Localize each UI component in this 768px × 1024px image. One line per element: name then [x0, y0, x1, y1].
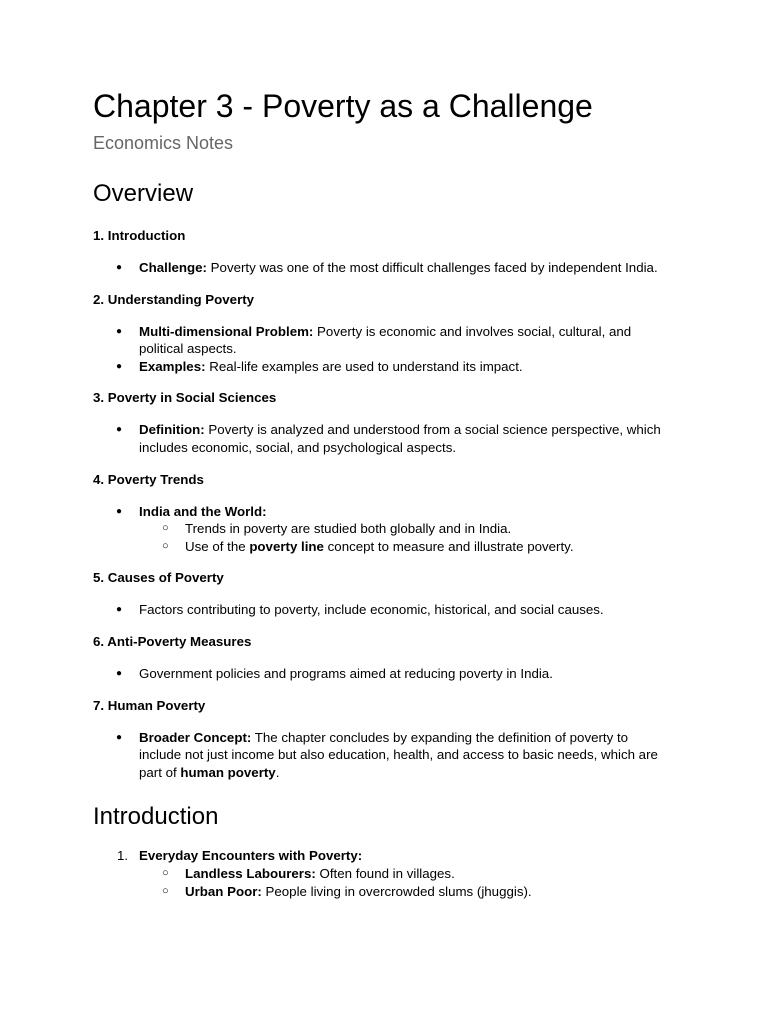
item-bold-text: human poverty — [180, 764, 276, 780]
item-text: Trends in poverty are studied both globally and in India. — [185, 521, 512, 537]
item-text: Factors contributing to poverty, include economic, historical, and social causes. — [139, 602, 604, 618]
list-item — [139, 503, 672, 556]
item-bold-text: poverty line — [249, 538, 324, 554]
item-label: Definition: — [139, 422, 205, 438]
section-heading-introduction: 1. Introduction — [93, 228, 186, 243]
bullet-list — [93, 503, 672, 556]
document-subtitle: Economics Notes — [93, 133, 234, 153]
item-text: Real-life examples are used to understand its impact. — [205, 358, 523, 374]
bullet-list — [93, 665, 672, 683]
list-item — [139, 601, 672, 619]
sub-list-item — [185, 883, 672, 901]
sub-bullet-list — [139, 865, 672, 900]
section-heading-poverty-trends: 4. Poverty Trends — [93, 471, 204, 487]
sub-list-item — [185, 865, 672, 883]
section-heading-human-poverty: 7. Human Poverty — [93, 697, 206, 713]
item-label: Multi-dimensional Problem: — [139, 323, 314, 339]
item-text: concept to measure and illustrate poverty. — [323, 538, 574, 554]
item-text: Poverty was one of the most difficult challenges faced by independent India. — [206, 260, 658, 275]
item-label: Urban Poor: — [185, 883, 262, 899]
sub-list-item — [185, 538, 672, 556]
sub-list-item — [185, 520, 672, 538]
list-item — [139, 259, 672, 277]
section-heading-anti-poverty: 6. Anti-Poverty Measures — [93, 633, 252, 649]
item-text: . — [275, 764, 280, 780]
document-title: Chapter 3 - Poverty as a Challenge — [93, 88, 593, 124]
item-text: The chapter concludes by expanding the definition of poverty to include not just income but also education, health, and access to basic needs, which are part of — [139, 729, 658, 780]
item-text: Use of the — [185, 538, 250, 554]
section-heading-social-sciences: 3. Poverty in Social Sciences — [93, 390, 277, 406]
item-label: Broader Concept: — [139, 729, 252, 745]
list-item — [139, 323, 672, 358]
item-number: 1. — [117, 848, 129, 864]
item-text: Poverty is analyzed and understood from a social science perspective, which includes economic, social, and psychological aspects. — [139, 422, 661, 455]
item-text: People living in overcrowded slums (jhuggis). — [261, 883, 532, 899]
introduction-heading: Introduction — [93, 803, 219, 831]
item-label: Everyday Encounters with Poverty: — [139, 848, 363, 864]
bullet-list — [93, 729, 672, 782]
bullet-list — [93, 323, 672, 376]
list-item — [139, 421, 672, 456]
item-text: Often found in villages. — [315, 865, 455, 881]
item-label: Challenge: — [139, 260, 207, 275]
bullet-list — [93, 259, 672, 277]
bullet-list — [93, 421, 672, 456]
section-heading-causes: 5. Causes of Poverty — [93, 570, 224, 586]
item-text: Poverty is economic and involves social, cultural, and political aspects. — [139, 323, 632, 357]
numbered-list-item — [117, 847, 672, 900]
sub-bullet-list — [139, 520, 672, 555]
item-label: India and the World: — [139, 503, 267, 519]
overview-heading: Overview — [93, 180, 194, 207]
item-label: Landless Labourers: — [185, 865, 316, 881]
numbered-list — [93, 847, 672, 900]
item-text: Government policies and programs aimed at reducing poverty in India. — [139, 665, 553, 681]
list-item — [139, 665, 672, 683]
item-label: Examples: — [139, 358, 206, 374]
list-item — [139, 358, 672, 376]
bullet-list — [93, 601, 672, 619]
section-heading-understanding-poverty: 2. Understanding Poverty — [93, 291, 255, 307]
list-item — [139, 729, 672, 782]
